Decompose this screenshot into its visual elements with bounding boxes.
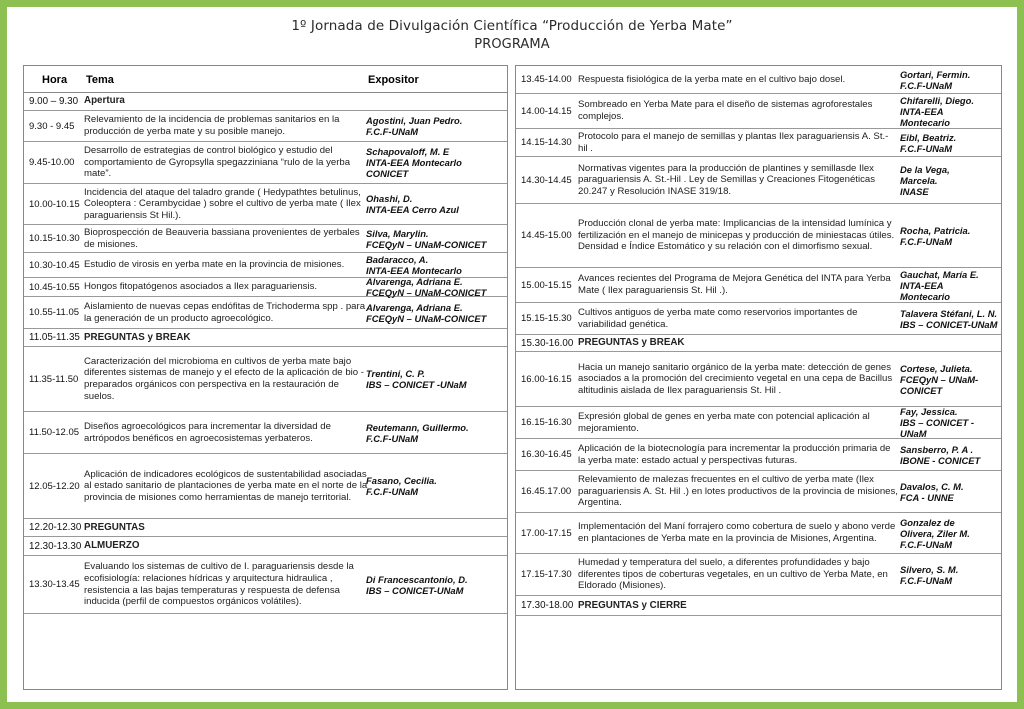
table-row [516, 129, 1001, 157]
speaker-cell: Rocha, Patricia. F.C.F-UNaM [900, 224, 971, 247]
time-cell: 9.30 - 9.45 [29, 120, 75, 132]
table-row [516, 66, 1001, 94]
topic-cell: Relevamiento de malezas frecuentes en el cultivo de yerba mate (Ilex paraguariensis A. St. Hil .) en lotes productivos de la provincia de misiones, Argentina. [578, 474, 898, 509]
table-row [24, 111, 507, 142]
section-row [24, 92, 507, 111]
speaker-cell: Fay, Jessica. IBS – CONICET - UNaM [900, 406, 974, 439]
speaker-cell: Silvero, S. M. F.C.F-UNaM [900, 563, 959, 586]
topic-cell: ALMUERZO [84, 540, 140, 552]
program-table-left [23, 65, 508, 690]
table-row [516, 352, 1001, 407]
topic-cell: Implementación del Maní forrajero como cobertura de suelo y abono verde en plantaciones de Yerba mate en la provincia de Misiones, Argentina. [578, 521, 896, 544]
time-cell: 11.35-11.50 [29, 373, 79, 385]
speaker-cell: Alvarenga, Adriana E. FCEQyN – UNaM-CONICET [366, 301, 487, 324]
program-table-right [515, 65, 1002, 690]
table-header [24, 66, 507, 93]
time-cell: 16.00-16.15 [521, 373, 572, 385]
section-row [24, 537, 507, 556]
table-row [516, 439, 1001, 471]
speaker-cell: Cortese, Julieta. FCEQyN – UNaM- CONICET [900, 362, 979, 396]
topic-cell: Evaluando los sistemas de cultivo de I. paraguariensis desde la ecofisiología: relaciones hídricas y arquitectura hidraulica , resistencia a las bajas temperaturas y respuesta de defensa inducida (perfil de compuestos orgánicos volátiles). [84, 561, 354, 608]
time-cell: 14.00-14.15 [521, 105, 572, 117]
time-cell: 10.15-10.30 [29, 233, 80, 244]
topic-cell: Sombreado en Yerba Mate para el diseño de sistemas agroforestales complejos. [578, 99, 873, 122]
topic-cell: Expresión global de genes en yerba mate con potencial aplicación al mejoramiento. [578, 410, 870, 434]
speaker-cell: Chifarelli, Diego. INTA-EEA Montecario [900, 94, 974, 128]
table-row [24, 225, 507, 253]
time-cell: 14.45-15.00 [521, 230, 572, 241]
topic-cell: Hongos fitopatógenos asociados a Ilex paraguariensis. [84, 281, 318, 293]
time-cell: 16.15-16.30 [521, 417, 572, 428]
time-cell: 10.55-11.05 [29, 307, 80, 318]
speaker-cell: Fasano, Cecilia. F.C.F-UNaM [366, 475, 437, 497]
topic-cell: Relevamiento de la incidencia de problemas sanitarios en la producción de yerba mate y su posible manejo. [84, 114, 340, 137]
speaker-cell: Agostini, Juan Pedro. F.C.F-UNaM [366, 115, 463, 137]
topic-cell: Aplicación de la biotecnología para incrementar la producción primaria de la yerba mate: estado actual y perspectivas futuras. [578, 442, 891, 466]
topic-cell: Estudio de virosis en yerba mate en la provincia de misiones. [84, 259, 345, 271]
topic-cell: PREGUNTAS [84, 521, 145, 533]
time-cell: 9.00 – 9.30 [29, 95, 79, 107]
topic-cell: Protocolo para el manejo de semillas y plantas Ilex paraguariensis A. St.- hil . [578, 130, 889, 154]
table-row [516, 94, 1001, 129]
time-cell: 9.45-10.00 [29, 157, 75, 168]
time-cell: 10.00-10.15 [29, 198, 80, 210]
speaker-cell: Trentini, C. P. IBS – CONICET -UNaM [366, 368, 467, 390]
section-row [24, 329, 507, 347]
topic-cell: Avances recientes del Programa de Mejora Genética del INTA para Yerba Mate ( Ilex paraguariensis St. Hil .). [578, 273, 891, 296]
page-subtitle: PROGRAMA [474, 37, 550, 52]
section-row [516, 335, 1001, 352]
speaker-cell: Davalos, C. M. FCA - UNNE [900, 480, 964, 503]
header-hora: Hora [42, 74, 68, 86]
topic-cell: PREGUNTAS y CIERRE [578, 599, 687, 611]
speaker-cell: Reutemann, Guillermo. F.C.F-UNaM [366, 421, 469, 444]
time-cell: 11.50-12.05 [29, 427, 80, 438]
table-row [516, 204, 1001, 268]
time-cell: 14.30-14.45 [521, 174, 572, 186]
time-cell: 13.45-14.00 [521, 74, 572, 85]
speaker-cell: Gonzalez de Olivera, Ziler M. F.C.F-UNaM [900, 516, 970, 550]
topic-cell: Caracterización del microbioma en cultivos de yerba mate bajo diferentes sistemas de manejo y el efecto de la aplicación de bio -preparados orgánicos con perspectiva en la restauración de suelos. [84, 355, 364, 402]
topic-cell: PREGUNTAS y BREAK [84, 331, 191, 343]
topic-cell: Producción clonal de yerba mate: Implicancias de la intensidad lumínica y fertilización en el manejo de minicepas y producción de miniestacas útiles. Densidad e Índice Estomático y su relación con el dimorfismo sexual. [578, 218, 895, 253]
table-row [516, 157, 1001, 204]
header-expositor: Expositor [368, 74, 419, 86]
time-cell: 13.30-13.45 [29, 579, 80, 590]
speaker-cell: Ohashi, D. INTA-EEA Cerro Azul [366, 193, 459, 215]
topic-cell: PREGUNTAS y BREAK [578, 337, 685, 349]
speaker-cell: Schapovaloff, M. E INTA-EEA Montecarlo CONICET [366, 146, 462, 179]
time-cell: 10.30-10.45 [29, 259, 80, 271]
table-row [24, 412, 507, 454]
page-title: 1º Jornada de Divulgación Científica “Producción de Yerba Mate” [291, 18, 733, 34]
table-row [24, 454, 507, 519]
table-row [516, 303, 1001, 335]
section-row [24, 519, 507, 537]
time-cell: 12.20-12.30 [29, 522, 82, 533]
table-row [24, 347, 507, 412]
speaker-cell: Di Francescantonio, D. IBS – CONICET-UNaM [366, 573, 468, 596]
topic-cell: Humedad y temperatura del suelo, a diferentes profundidades y bajo diferentes tipos de coberturas vegetales, en un cultivo de Yerba Mate, en Eldorado (Misiones). [578, 557, 888, 592]
table-row [24, 556, 507, 614]
time-cell: 16.30-16.45 [521, 449, 572, 460]
table-row [24, 184, 507, 225]
time-cell: 10.45-10.55 [29, 281, 80, 293]
time-cell: 15.30-16.00 [521, 337, 574, 349]
topic-cell: Apertura [84, 95, 125, 107]
section-row [516, 596, 1001, 616]
speaker-cell: Gortari, Fermin. F.C.F-UNaM [900, 68, 971, 91]
time-cell: 12.30-13.30 [29, 540, 82, 552]
time-cell: 15.00-15.15 [521, 279, 572, 291]
table-row [516, 268, 1001, 303]
time-cell: 17.00-17.15 [521, 527, 572, 539]
header-tema: Tema [86, 74, 114, 86]
table-row [516, 513, 1001, 554]
topic-cell: Incidencia del ataque del taladro grande ( Hedypathtes betulinus, Coleoptera : Cerambycidae ) sobre el cultivo de yerba mate ( Ilex paraguariensis St Hil.). [84, 186, 361, 221]
time-cell: 15.15-15.30 [521, 313, 572, 324]
time-cell: 14.15-14.30 [521, 137, 572, 148]
table-row [24, 297, 507, 329]
speaker-cell: Badaracco, A. INTA-EEA Montecarlo [366, 254, 462, 276]
topic-cell: Diseños agroecológicos para incrementar la diversidad de artrópodos benéficos en agroecosistemas yerbateros. [84, 420, 331, 444]
table-row [516, 407, 1001, 439]
speaker-cell: De la Vega, Marcela. INASE [900, 163, 950, 197]
table-row [516, 554, 1001, 596]
table-row [24, 278, 507, 297]
time-cell: 12.05-12.20 [29, 480, 80, 492]
speaker-cell: Eibl, Beatriz. F.C.F-UNaM [900, 131, 957, 154]
topic-cell: Aislamiento de nuevas cepas endófitas de Trichoderma spp . para la generación de un producto agroecológico. [84, 300, 366, 324]
speaker-cell: Gauchat, María E. INTA-EEA Montecario [900, 268, 979, 302]
time-cell: 11.05-11.35 [29, 332, 80, 343]
time-cell: 17.15-17.30 [521, 569, 572, 580]
time-cell: 16.45.17.00 [521, 486, 572, 497]
topic-cell: Normativas vigentes para la producción de plantines y semillasde Ilex paraguariensis A. St.-Hil . Ley de Semillas y Creaciones Fitogenéticas 20.247 y Resolución INASE 319/18. [578, 162, 876, 197]
topic-cell: Respuesta fisiológica de la yerba mate en el cultivo bajo dosel. [578, 73, 846, 85]
topic-cell: Bioprospección de Beauveria bassiana provenientes de yerbales de misiones. [84, 226, 360, 250]
time-cell: 17.30-18.00 [521, 600, 574, 611]
table-row [24, 142, 507, 184]
topic-cell: Hacia un manejo sanitario orgánico de la yerba mate: detección de genes asociados a la promoción del crecimiento vegetal en una cepa de Bacillus altitudinis aislada de Ilex paraguariensis St. Hil . [578, 361, 893, 396]
speaker-cell: Silva, Marylin. FCEQyN – UNaM-CONICET [366, 227, 487, 250]
table-row [24, 253, 507, 278]
speaker-cell: Alvarenga, Adriana E. FCEQyN – UNaM-CONICET [366, 276, 487, 298]
topic-cell: Aplicación de indicadores ecológicos de sustentabilidad asociadas al estado sanitario de plantaciones de yerba mate en el norte de la provincia de misiones como herramientas de manejo territorial. [84, 468, 368, 503]
speaker-cell: Talavera Stéfani, L. N. IBS – CONICET-UNaM [900, 307, 998, 330]
topic-cell: Desarrollo de estrategias de control biológico y estudio del comportamiento de Gyropsylla spegazziniana “rulo de la yerba mate”. [84, 145, 351, 180]
speaker-cell: Sansberro, P. A . IBONE - CONICET [900, 443, 981, 466]
table-row [516, 471, 1001, 513]
topic-cell: Cultivos antiguos de yerba mate como reservorios importantes de variabilidad genética. [578, 306, 858, 330]
